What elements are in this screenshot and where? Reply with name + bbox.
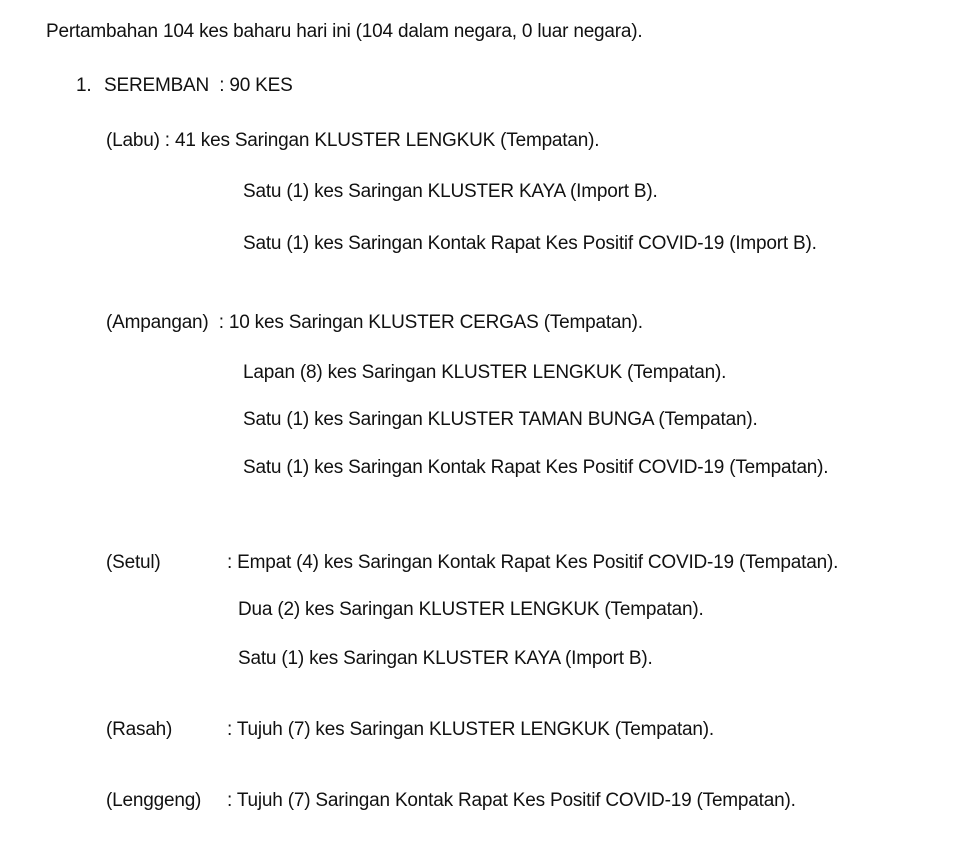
- district-list-item: [76, 74, 293, 98]
- setul-entry: : Empat (4) kes Saringan Kontak Rapat Kes Positif COVID-19 (Tempatan).: [227, 552, 839, 573]
- ampangan-line: Lapan (8) kes Saringan KLUSTER LENGKUK (Tempatan).: [243, 362, 727, 383]
- intro-paragraph: Pertambahan 104 kes baharu hari ini (104 dalam negara, 0 luar negara).: [46, 21, 643, 42]
- setul-line: Dua (2) kes Saringan KLUSTER LENGKUK (Tempatan).: [238, 599, 704, 620]
- rasah-label: (Rasah): [106, 719, 173, 740]
- ampangan-line: Satu (1) kes Saringan Kontak Rapat Kes Positif COVID-19 (Tempatan).: [243, 457, 829, 478]
- rasah-entry: : Tujuh (7) kes Saringan KLUSTER LENGKUK (Tempatan).: [227, 719, 714, 740]
- setul-label: (Setul): [106, 552, 161, 573]
- list-number: 1.: [76, 75, 92, 96]
- lenggeng-label: (Lenggeng): [106, 790, 202, 811]
- labu-line: Satu (1) kes Saringan Kontak Rapat Kes Positif COVID-19 (Import B).: [243, 233, 817, 254]
- district-heading: SEREMBAN : 90 KES: [104, 75, 293, 96]
- lenggeng-entry: : Tujuh (7) Saringan Kontak Rapat Kes Positif COVID-19 (Tempatan).: [227, 790, 796, 811]
- labu-line: Satu (1) kes Saringan KLUSTER KAYA (Import B).: [243, 181, 658, 202]
- setul-line: Satu (1) kes Saringan KLUSTER KAYA (Import B).: [238, 648, 653, 669]
- ampangan-entry: (Ampangan) : 10 kes Saringan KLUSTER CERGAS (Tempatan).: [106, 312, 643, 333]
- labu-entry: (Labu) : 41 kes Saringan KLUSTER LENGKUK (Tempatan).: [106, 130, 600, 151]
- ampangan-line: Satu (1) kes Saringan KLUSTER TAMAN BUNGA (Tempatan).: [243, 409, 758, 430]
